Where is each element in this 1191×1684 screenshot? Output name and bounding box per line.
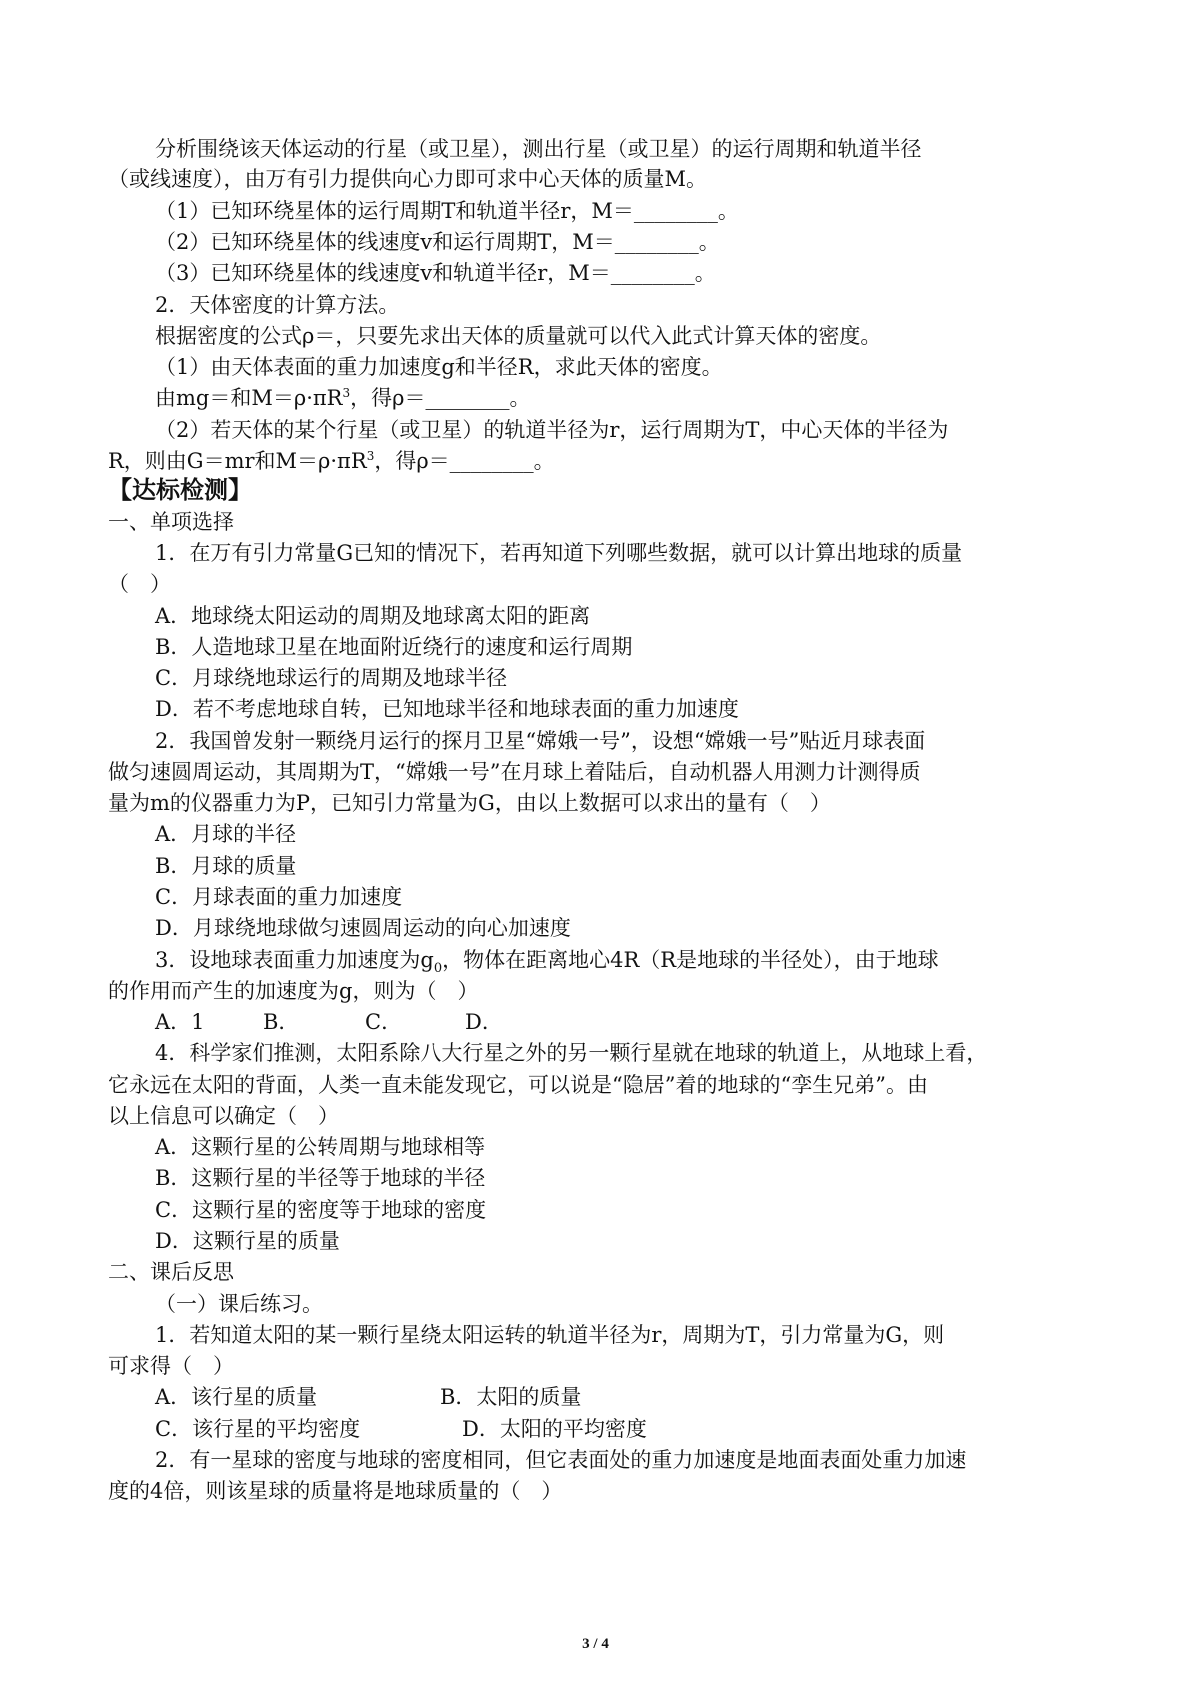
option: B．这颗行星的半径等于地球的半径 [155, 1166, 486, 1190]
text-line: （或线速度），由万有引力提供向心力即可求中心天体的质量M。 [108, 167, 707, 191]
text-line: 2．天体密度的计算方法。 [155, 293, 400, 317]
option: A．这颗行星的公转周期与地球相等 [155, 1135, 486, 1159]
question-3 [0, 944, 1191, 976]
option: D．太阳的平均密度 [462, 1417, 647, 1441]
section-title: 一、单项选择 [108, 510, 234, 534]
option: C．月球表面的重力加速度 [155, 885, 403, 909]
options-row [0, 1006, 1191, 1038]
text-line: 度的4倍，则该星球的质量将是地球质量的（ ） [108, 1479, 563, 1503]
option: A．该行星的质量 [155, 1385, 318, 1409]
superscript: 3 [342, 386, 351, 400]
text-line: （1）由天体表面的重力加速度g和半径R，求此天体的密度。 [155, 355, 723, 379]
answer-blank: （ ） [108, 572, 171, 596]
option: D．月球绕地球做匀速圆周运动的向心加速度 [155, 916, 571, 940]
text-line: （3）已知环绕星体的线速度v和轨道半径r，M＝________。 [155, 261, 716, 285]
text-line: 的作用而产生的加速度为g，则为（ ） [108, 979, 479, 1003]
text-line: 根据密度的公式ρ＝，只要先求出天体的质量就可以代入此式计算天体的密度。 [155, 324, 882, 348]
text-span: ，物体在距离地心4R（R是地球的半径处），由于地球 [442, 948, 939, 972]
option: C．这颗行星的密度等于地球的密度 [155, 1198, 487, 1222]
option: D．若不考虑地球自转，已知地球半径和地球表面的重力加速度 [155, 697, 739, 721]
page-number: 3 / 4 [582, 1636, 609, 1652]
text-line [0, 382, 1191, 414]
exercise-2: 2．有一星球的密度与地球的密度相同，但它表面处的重力加速度是地面表面处重力加速 [155, 1448, 967, 1472]
text-span: 由mg＝和M＝ρ·πR [155, 386, 343, 410]
section-title: 二、课后反思 [108, 1260, 234, 1284]
options-row [0, 1413, 1191, 1445]
text-line: （2）已知环绕星体的线速度v和运行周期T，M＝________。 [155, 230, 720, 254]
text-line: （1）已知环绕星体的运行周期T和轨道半径r，M＝________。 [155, 199, 739, 223]
option: C．该行星的平均密度 [155, 1417, 361, 1441]
option: B．太阳的质量 [440, 1385, 582, 1409]
option: C．月球绕地球运行的周期及地球半径 [155, 666, 508, 690]
text-line: 量为m的仪器重力为P，已知引力常量为G，由以上数据可以求出的量有（ ） [108, 791, 831, 815]
option: A．1 [155, 1010, 205, 1034]
question-1: 1．在万有引力常量G已知的情况下，若再知道下列哪些数据，就可以计算出地球的质量 [155, 541, 963, 565]
option: D． [465, 1010, 503, 1034]
question-2: 2．我国曾发射一颗绕月运行的探月卫星“嫦娥一号”，设想“嫦娥一号”贴近月球表面 [155, 729, 926, 753]
text-span: ，得ρ＝________。 [350, 386, 531, 410]
text-line: （2）若天体的某个行星（或卫星）的轨道半径为r，运行周期为T，中心天体的半径为 [155, 418, 949, 442]
subscript: 0 [433, 961, 443, 977]
option: D．这颗行星的质量 [155, 1229, 340, 1253]
text-line [0, 445, 1191, 477]
options-row [0, 1381, 1191, 1413]
text-line: 做匀速圆周运动，其周期为T，“嫦娥一号”在月球上着陆后，自动机器人用测力计测得质 [108, 760, 921, 784]
section-heading: 【达标检测】 [108, 476, 252, 504]
exercise-1: 1．若知道太阳的某一颗行星绕太阳运转的轨道半径为r，周期为T，引力常量为G，则 [155, 1323, 945, 1347]
subsection-title: （一）课后练习。 [155, 1292, 323, 1316]
option: B．人造地球卫星在地面附近绕行的速度和运行周期 [155, 635, 633, 659]
text-span: 3．设地球表面重力加速度为g [155, 948, 434, 972]
text-span: ，得ρ＝________。 [374, 449, 555, 473]
text-line: 以上信息可以确定（ ） [108, 1104, 339, 1128]
text-line: 可求得（ ） [108, 1354, 234, 1378]
option: B． [263, 1010, 300, 1034]
superscript: 3 [366, 449, 375, 463]
option: A．月球的半径 [155, 822, 297, 846]
option: A．地球绕太阳运动的周期及地球离太阳的距离 [155, 604, 591, 628]
option: B．月球的质量 [155, 854, 297, 878]
question-4: 4．科学家们推测，太阳系除八大行星之外的另一颗行星就在地球的轨道上，从地球上看， [155, 1041, 988, 1065]
text-line: 分析围绕该天体运动的行星（或卫星），测出行星（或卫星）的运行周期和轨道半径 [155, 137, 922, 161]
text-line: 它永远在太阳的背面，人类一直未能发现它，可以说是“隐居”着的地球的“孪生兄弟”。由 [108, 1073, 928, 1097]
option: C． [365, 1010, 403, 1034]
text-span: R，则由G＝mr和M＝ρ·πR [108, 449, 367, 473]
